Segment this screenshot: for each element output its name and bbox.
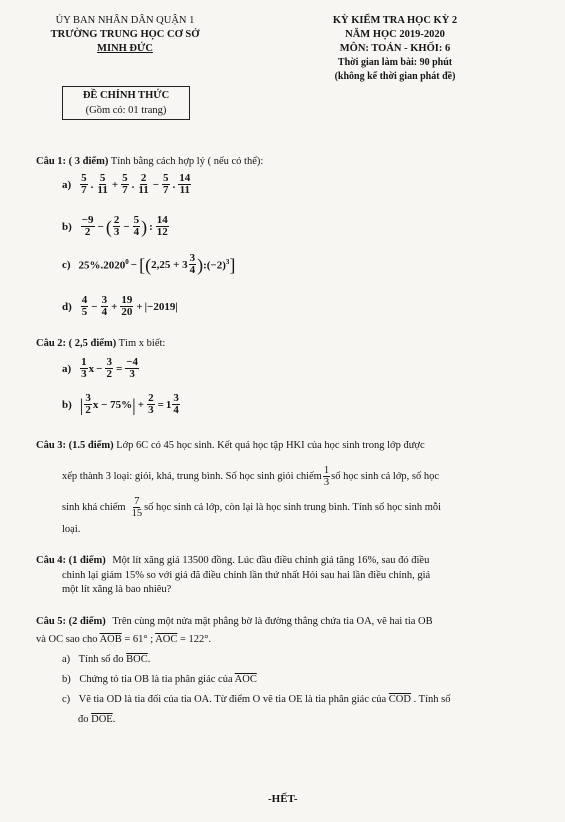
part-label: d)	[62, 300, 72, 313]
q5-text: = 122°.	[180, 634, 212, 645]
question-4-line3: một lít xăng là bao nhiêu?	[62, 584, 172, 595]
q5-part-c	[62, 694, 450, 705]
question-3-line4: loại.	[62, 524, 81, 535]
question-4-points: (1 điểm)	[68, 555, 106, 566]
angle-aob: $\overline{AOB}$	[99, 634, 122, 645]
angle-aoc: $\overline{AOC}$	[155, 634, 178, 645]
q5-text: = 61° ;	[124, 634, 154, 645]
page-count: (Gồm có: 01 trang)	[85, 105, 167, 116]
angle-boc: $\overline{BOC}$	[126, 654, 148, 665]
part-label: b)	[62, 398, 72, 411]
part-label: c)	[62, 694, 71, 705]
part-label: a)	[62, 178, 72, 191]
q2-part-a: a) 1 3 x − $\frac{3}{2}$ = $\frac{-4}{3}$	[62, 356, 139, 380]
q2-part-b: b) | 3 2 x − 75% | + $\frac{2}{3}$ = 1 3 4	[62, 392, 179, 416]
time-note: (không kể thời gian phát đề)	[334, 71, 456, 82]
question-5	[36, 616, 433, 627]
q5-text: Chứng tỏ tia OB là tia phân giác của	[79, 674, 233, 685]
q5-part-c-cont	[78, 714, 115, 725]
question-4-label: Câu 4:	[36, 555, 67, 566]
school-name-2: MINH ĐỨC	[97, 43, 153, 54]
question-5-line1: Trên cùng một nửa mặt phẳng bờ là đường thẳng chứa tia OA, vẽ hai tia OB	[112, 616, 433, 627]
angle-aoc: $\overline{AOC}$	[234, 674, 257, 685]
question-4	[36, 555, 429, 566]
q1-part-a: a) 5 7 . 5 11 + $\frac{5}{7}$ . 2 11 − $\frac{5}{7}$ . 14 11	[62, 172, 191, 196]
question-1-prompt: Tính bằng cách hợp lý ( nếu có thể):	[110, 156, 264, 167]
q5-part-a	[62, 654, 150, 665]
question-2-label: Câu 2:	[36, 338, 67, 349]
angle-doe: $\overline{DOE}$	[91, 714, 113, 725]
q5-text: và OC sao cho	[36, 634, 98, 645]
time-limit: Thời gian làm bài: 90 phút	[337, 57, 453, 68]
q5-text: .	[112, 714, 116, 725]
question-2-prompt: Tìm x biết:	[118, 338, 166, 349]
q5-text: Vẽ tia OD là tia đối của tia OA. Từ điểm O vẽ tia OE là tia phân giác của	[78, 694, 387, 705]
part-label: b)	[62, 220, 72, 233]
q3-text: số học sinh cả lớp, còn lại là học sinh trung bình. Tính số học sinh mỗi	[144, 502, 442, 513]
school-name: TRƯỜNG TRUNG HỌC CƠ SỞ	[50, 29, 200, 40]
question-5-label: Câu 5:	[36, 616, 67, 627]
official-label: ĐỀ CHÍNH THỨC	[82, 90, 170, 101]
question-4-line1: Một lít xăng giá 13500 đồng. Lúc đầu điều chỉnh giá tăng 16%, sau đó điều	[112, 555, 430, 566]
question-2-points: ( 2,5 điểm)	[68, 338, 117, 349]
question-2-heading	[36, 338, 165, 349]
question-3-points: (1.5 điểm)	[68, 440, 114, 451]
end-marker: -HẾT-	[268, 793, 298, 805]
question-3-label: Câu 3:	[36, 440, 67, 451]
exam-title: KỲ KIỂM TRA HỌC KỲ 2	[332, 15, 458, 26]
q1-part-c: c) 25%.2020$^0$ − [ ( 2,25 + 3 3 4 ) $:(-2)^3$ ]	[62, 252, 236, 276]
school-year: NĂM HỌC 2019-2020	[345, 29, 445, 40]
angle-cod: $\overline{COD}$	[388, 694, 411, 705]
subject-grade: MÔN: TOÁN - KHỐI: 6	[339, 43, 451, 54]
question-3-line1: Lớp 6C có 45 học sinh. Kết quả học tập HKI của học sinh trong lớp được	[116, 440, 425, 451]
question-5-line2	[36, 634, 211, 645]
question-1-heading	[36, 156, 263, 167]
q5-text: .	[147, 654, 151, 665]
q3-text: sinh khá chiếm	[62, 502, 126, 513]
question-1-label: Câu 1:	[36, 156, 67, 167]
question-1-points: ( 3 điểm)	[68, 156, 109, 167]
part-label: c)	[62, 258, 71, 271]
question-5-points: (2 điểm)	[68, 616, 106, 627]
part-label: b)	[62, 674, 71, 685]
q5-text: đo	[78, 714, 89, 725]
q5-text: Tính số đo	[78, 654, 124, 665]
district-committee: ỦY BAN NHÂN DÂN QUẬN 1	[55, 15, 195, 26]
question-4-line2: chỉnh lại giảm 15% so với giá đã điều chỉnh lần thứ nhất Hỏi sau hai lần điều chỉnh, giá	[62, 570, 431, 581]
question-3	[36, 440, 425, 451]
question-3-line3: sinh khá chiếm 7 15 số học sinh cả lớp, còn lại là học sinh trung bình. Tính số học sinh mỗi	[62, 496, 442, 519]
q3-text: số học sinh cả lớp, số học	[331, 471, 440, 482]
q3-text: xếp thành 3 loại: giỏi, khá, trung bình. Số học sinh giỏi chiếm	[62, 471, 322, 482]
header-right	[300, 14, 490, 84]
q1-part-d: d) 4 5 − $\frac{3}{4}$ + $\frac{19}{20}$ + |−2019|	[62, 294, 178, 318]
q5-text: . Tính số	[413, 694, 451, 705]
part-label: a)	[62, 362, 72, 375]
official-exam-box	[62, 86, 190, 120]
question-3-line2: xếp thành 3 loại: giỏi, khá, trung bình. Số học sinh giỏi chiếm 1 3 số học sinh cả lớp, số học	[62, 465, 440, 488]
q1-part-b: b) −9 2 − ( 2 3 − $\frac{5}{4}$ ) : 14 12	[62, 214, 168, 238]
part-label: a)	[62, 654, 71, 665]
q5-part-b	[62, 674, 257, 685]
header-left	[30, 14, 220, 56]
